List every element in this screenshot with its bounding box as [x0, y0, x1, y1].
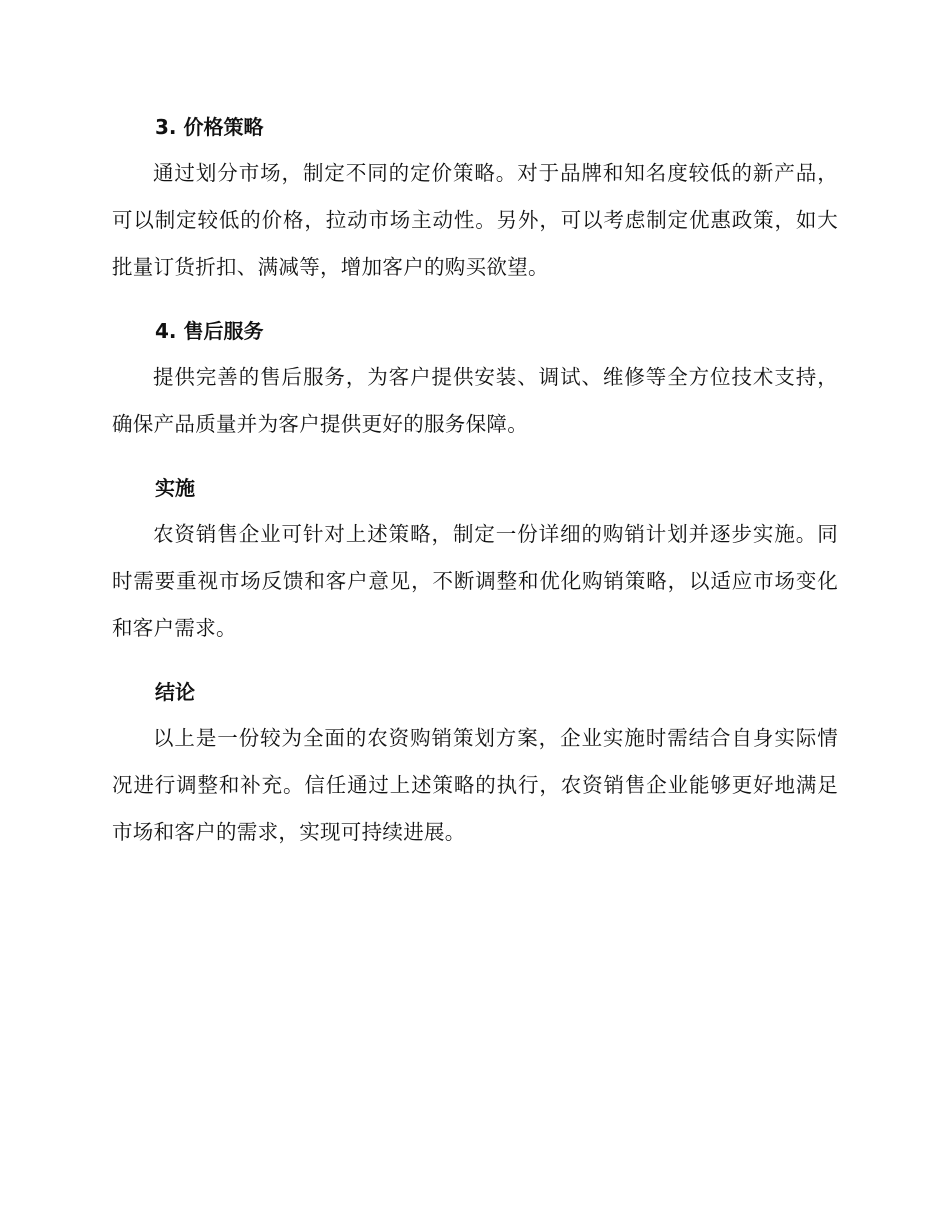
- section-heading-after-sales: 4. 售后服务: [155, 319, 264, 343]
- section-paragraph-after-sales: 提供完善的售后服务，为客户提供安装、调试、维修等全方位技术支持，确保产品质量并为客户提供更好的服务保障。: [112, 365, 838, 436]
- section-heading-price-strategy: 3. 价格策略: [155, 115, 264, 139]
- section-paragraph-conclusion: 以上是一份较为全面的农资购销策划方案，企业实施时需结合自身实际情况进行调整和补充。信任通过上述策略的执行，农资销售企业能够更好地满足市场和客户的需求，实现可持续进展。: [112, 726, 838, 844]
- document-page: [112, 104, 838, 873]
- section-heading-implementation: 实施: [155, 476, 195, 500]
- section-paragraph-implementation: 农资销售企业可针对上述策略，制定一份详细的购销计划并逐步实施。同时需要重视市场反馈和客户意见，不断调整和优化购销策略，以适应市场变化和客户需求。: [112, 522, 838, 640]
- section-paragraph-price-strategy: 通过划分市场，制定不同的定价策略。对于品牌和知名度较低的新产品，可以制定较低的价格，拉动市场主动性。另外，可以考虑制定优惠政策，如大批量订货折扣、满减等，增加客户的购买欲望。: [112, 161, 838, 279]
- section-heading-conclusion: 结论: [155, 680, 195, 704]
